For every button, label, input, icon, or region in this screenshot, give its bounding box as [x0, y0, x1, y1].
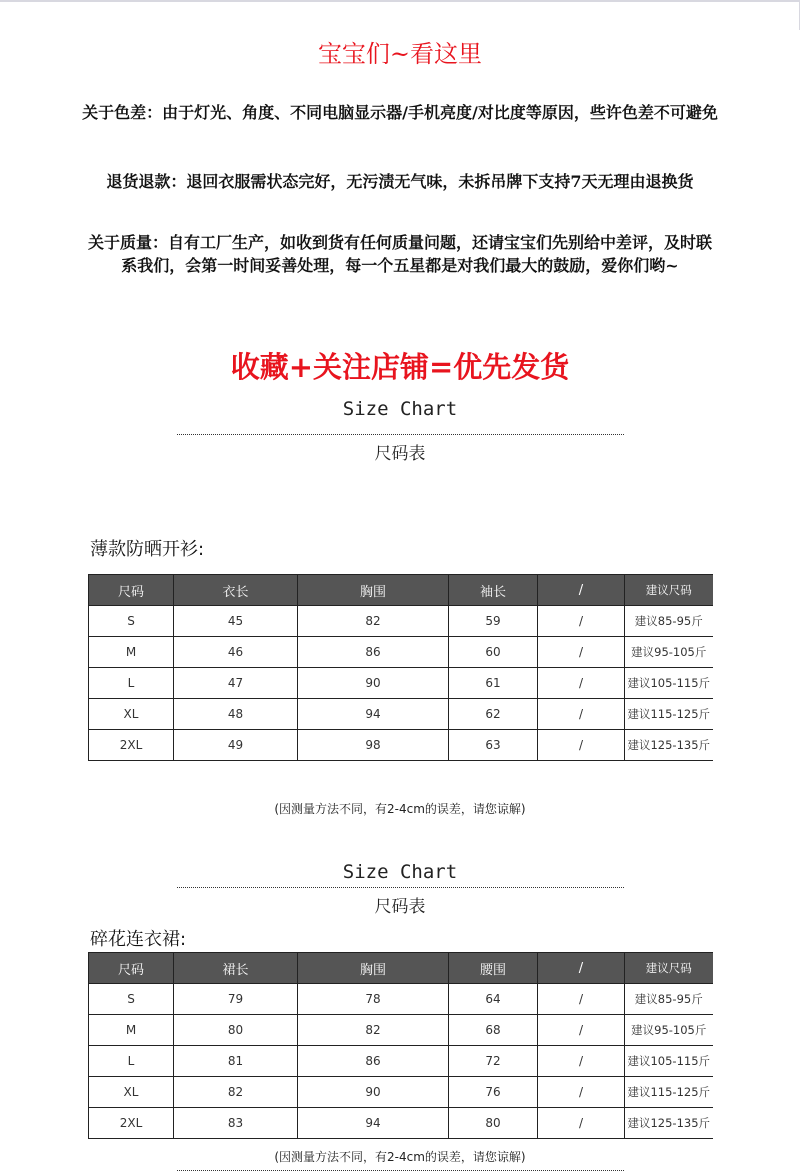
- column-header: 裙长: [174, 953, 298, 984]
- divider: [177, 887, 624, 888]
- table-cell: /: [538, 730, 625, 761]
- size-chart-subheading: 尺码表: [374, 897, 426, 917]
- table-cell: 59: [449, 606, 538, 637]
- table-row: [89, 984, 713, 1015]
- table-cell: 86: [298, 637, 449, 668]
- column-header: 衣长: [174, 575, 298, 606]
- table-cell: 98: [298, 730, 449, 761]
- table-row: [89, 606, 713, 637]
- table-cell: 建议115-125斤: [625, 699, 713, 730]
- table-row: [89, 1046, 713, 1077]
- table-row: [89, 1015, 713, 1046]
- table-cell: 建议125-135斤: [625, 730, 713, 761]
- table-cell: 62: [449, 699, 538, 730]
- column-header: 胸围: [298, 953, 449, 984]
- table-cell: /: [538, 1015, 625, 1046]
- divider: [177, 434, 624, 435]
- promo-banner: 收藏+关注店铺=优先发货: [230, 350, 570, 384]
- table-cell: 63: [449, 730, 538, 761]
- table-cell: 建议85-95斤: [625, 606, 713, 637]
- size-table: [88, 574, 713, 761]
- table-cell: 82: [298, 1015, 449, 1046]
- column-header: 袖长: [449, 575, 538, 606]
- measurement-note: (因测量方法不同，有2-4cm的误差，请您谅解): [274, 1150, 526, 1164]
- table-cell: 49: [174, 730, 298, 761]
- color-notice: 关于色差：由于灯光、角度、不同电脑显示器/手机亮度/对比度等原因，些许色差不可避免: [82, 103, 718, 122]
- table-cell: 64: [449, 984, 538, 1015]
- table-cell: S: [89, 606, 174, 637]
- table-cell: 建议105-115斤: [625, 668, 713, 699]
- table-cell: /: [538, 1108, 625, 1139]
- table-cell: 建议105-115斤: [625, 1046, 713, 1077]
- product-title: 碎花连衣裙:: [90, 929, 187, 950]
- product-title: 薄款防晒开衫:: [90, 539, 205, 560]
- table-row: [89, 730, 713, 761]
- size-chart-heading: Size Chart: [342, 861, 458, 883]
- table-cell: 45: [174, 606, 298, 637]
- top-border: [0, 0, 800, 30]
- table-cell: 建议85-95斤: [625, 984, 713, 1015]
- table-row: [89, 637, 713, 668]
- divider: [177, 1170, 624, 1171]
- column-header: 建议尺码: [625, 953, 713, 984]
- table-cell: /: [538, 1077, 625, 1108]
- size-table: [88, 952, 713, 1139]
- table-cell: /: [538, 606, 625, 637]
- table-cell: XL: [89, 699, 174, 730]
- quality-notice-line2: 系我们，会第一时间妥善处理，每一个五星都是对我们最大的鼓励，爱你们哟~: [121, 256, 679, 275]
- table-cell: /: [538, 1046, 625, 1077]
- table-cell: /: [538, 637, 625, 668]
- table-cell: 76: [449, 1077, 538, 1108]
- size-chart-subheading: 尺码表: [374, 444, 426, 464]
- measurement-note: (因测量方法不同，有2-4cm的误差，请您谅解): [274, 802, 526, 816]
- table-cell: XL: [89, 1077, 174, 1108]
- table-cell: 建议115-125斤: [625, 1077, 713, 1108]
- column-header: 尺码: [89, 953, 174, 984]
- table-cell: 2XL: [89, 730, 174, 761]
- table-cell: /: [538, 699, 625, 730]
- table-row: [89, 699, 713, 730]
- column-header: /: [538, 575, 625, 606]
- table-cell: 82: [298, 606, 449, 637]
- table-cell: 68: [449, 1015, 538, 1046]
- table-cell: M: [89, 637, 174, 668]
- table-cell: /: [538, 668, 625, 699]
- table-cell: S: [89, 984, 174, 1015]
- table-row: [89, 1077, 713, 1108]
- column-header: 尺码: [89, 575, 174, 606]
- table-row: [89, 668, 713, 699]
- table-cell: 2XL: [89, 1108, 174, 1139]
- table-cell: 48: [174, 699, 298, 730]
- table-cell: M: [89, 1015, 174, 1046]
- table-cell: 78: [298, 984, 449, 1015]
- return-notice: 退货退款：退回衣服需状态完好，无污渍无气味，未拆吊牌下支持7天无理由退换货: [106, 172, 694, 191]
- table-cell: 建议95-105斤: [625, 1015, 713, 1046]
- column-header: /: [538, 953, 625, 984]
- table-cell: 46: [174, 637, 298, 668]
- table-cell: L: [89, 1046, 174, 1077]
- size-chart-heading: Size Chart: [342, 398, 458, 420]
- table-header-row: [89, 575, 713, 606]
- table-header-row: [89, 953, 713, 984]
- quality-notice-line1: 关于质量：自有工厂生产，如收到货有任何质量问题，还请宝宝们先别给中差评，及时联: [87, 233, 712, 252]
- table-cell: 83: [174, 1108, 298, 1139]
- table-cell: 90: [298, 668, 449, 699]
- table-cell: 47: [174, 668, 298, 699]
- table-row: [89, 1108, 713, 1139]
- table-cell: 80: [449, 1108, 538, 1139]
- table-cell: 建议125-135斤: [625, 1108, 713, 1139]
- table-cell: 建议95-105斤: [625, 637, 713, 668]
- column-header: 建议尺码: [625, 575, 713, 606]
- table-cell: /: [538, 984, 625, 1015]
- column-header: 腰围: [449, 953, 538, 984]
- table-cell: 82: [174, 1077, 298, 1108]
- table-cell: 79: [174, 984, 298, 1015]
- table-cell: 94: [298, 1108, 449, 1139]
- table-cell: 81: [174, 1046, 298, 1077]
- table-cell: 80: [174, 1015, 298, 1046]
- table-cell: 94: [298, 699, 449, 730]
- table-cell: 72: [449, 1046, 538, 1077]
- page-title: 宝宝们~看这里: [317, 40, 483, 68]
- column-header: 胸围: [298, 575, 449, 606]
- table-cell: 86: [298, 1046, 449, 1077]
- table-cell: 60: [449, 637, 538, 668]
- table-cell: 90: [298, 1077, 449, 1108]
- table-cell: 61: [449, 668, 538, 699]
- table-cell: L: [89, 668, 174, 699]
